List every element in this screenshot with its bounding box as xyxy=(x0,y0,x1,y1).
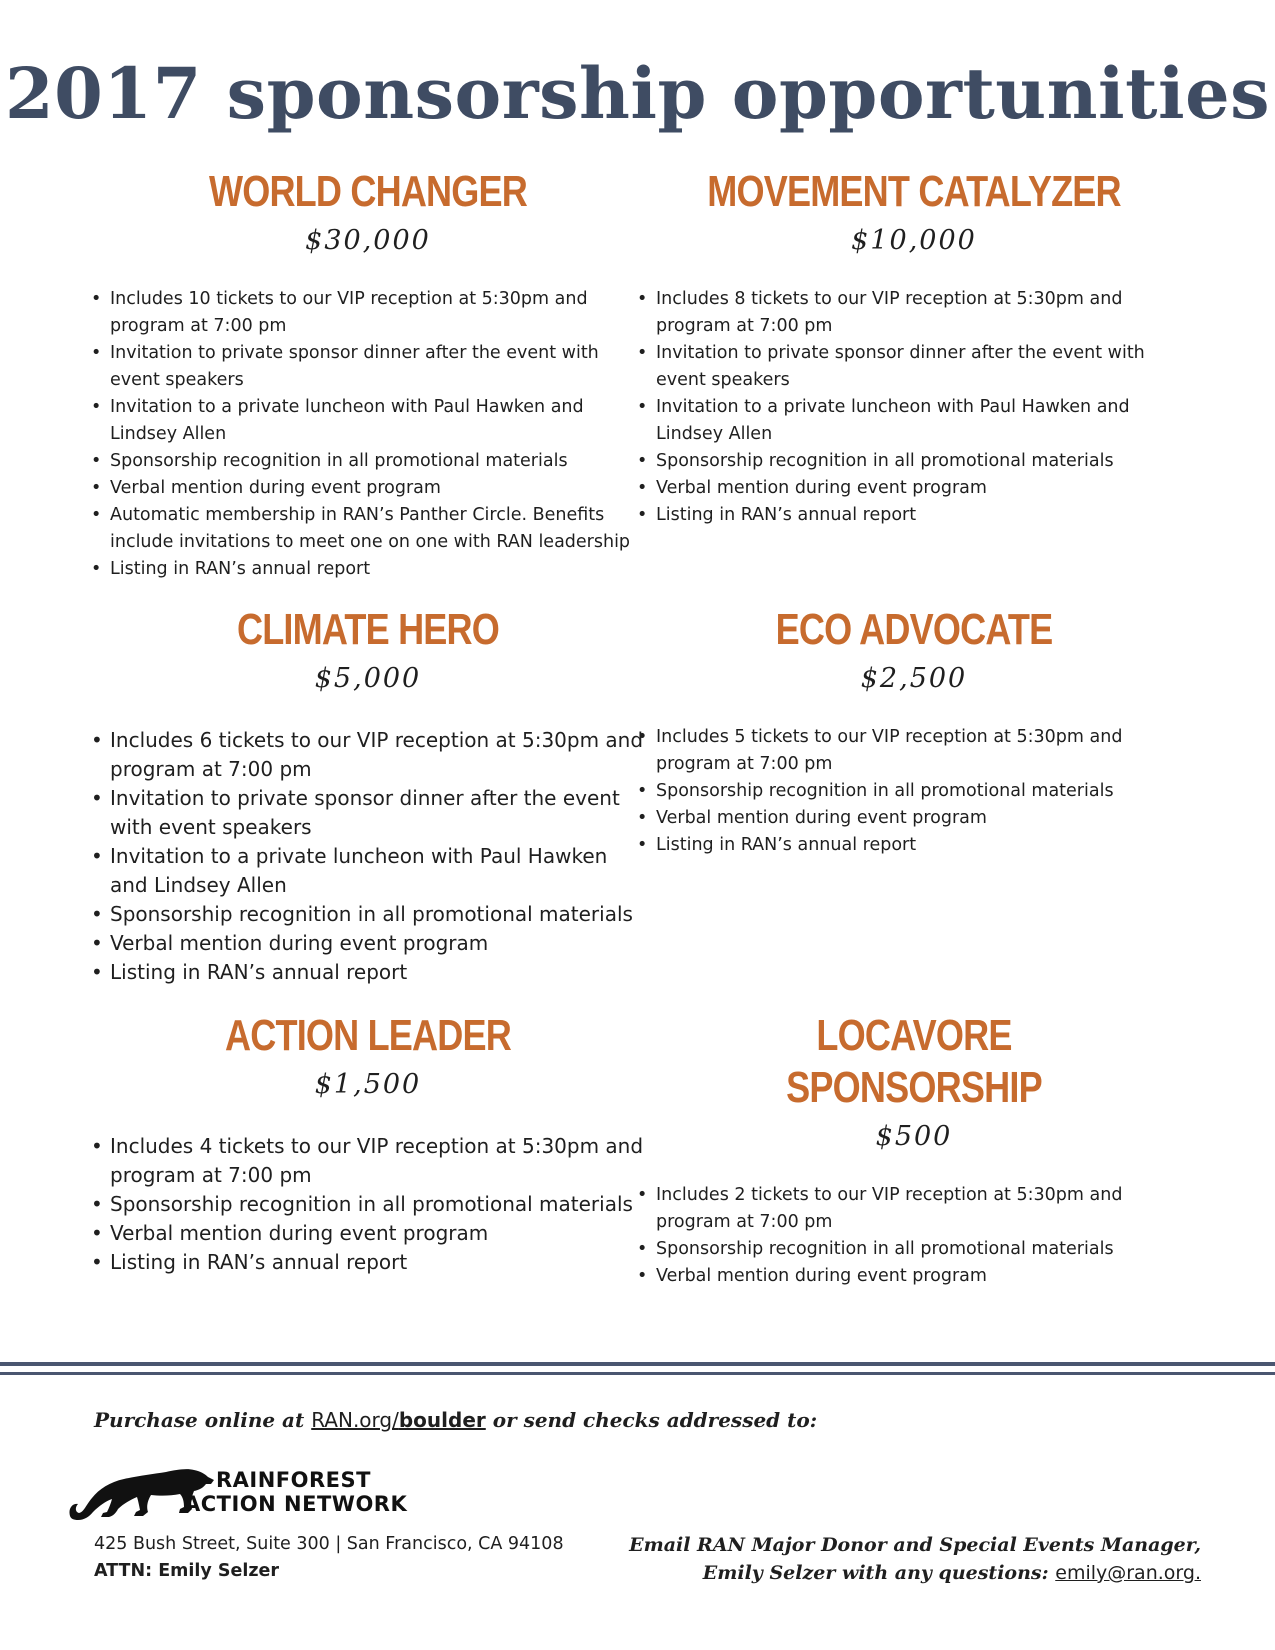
tier-world-changer xyxy=(88,166,648,583)
benefit-item: • Includes 5 tickets to our VIP reception at 5:30pm and program at 7:00 pm xyxy=(634,724,1194,778)
tier-name: CLIMATE HERO xyxy=(236,605,500,654)
benefit-item: • Listing in RAN’s annual report xyxy=(88,958,648,987)
footer-divider xyxy=(0,1362,1275,1366)
benefit-item: • Includes 6 tickets to our VIP reception at 5:30pm and program at 7:00 pm xyxy=(88,726,648,784)
purchase-link[interactable] xyxy=(311,1408,486,1432)
tier-price: $1,500 xyxy=(314,1069,422,1100)
purchase-link-path: boulder xyxy=(398,1408,486,1432)
page-title: 2017 sponsorship opportunities xyxy=(4,52,1271,135)
purchase-link-domain: RAN.org/ xyxy=(311,1408,399,1432)
benefit-item: • Invitation to a private luncheon with Paul Hawken and Lindsey Allen xyxy=(88,842,648,900)
benefit-item: • Verbal mention during event program xyxy=(88,475,648,502)
benefit-item: • Listing in RAN’s annual report xyxy=(88,556,648,583)
benefit-item: • Verbal mention during event program xyxy=(88,929,648,958)
tier-name: ACTION LEADER xyxy=(224,1011,512,1060)
benefit-item: • Includes 4 tickets to our VIP reception at 5:30pm and program at 7:00 pm xyxy=(88,1132,648,1190)
purchase-instructions xyxy=(94,1408,817,1432)
tier-eco-advocate xyxy=(634,604,1194,859)
benefit-item: • Sponsorship recognition in all promotional materials xyxy=(634,1236,1194,1263)
tier-movement-catalyzer xyxy=(634,166,1194,529)
benefit-list xyxy=(634,286,1194,529)
benefit-item: • Sponsorship recognition in all promotional materials xyxy=(88,448,648,475)
contact-info xyxy=(629,1531,1201,1587)
benefit-list xyxy=(88,726,648,987)
benefit-item: • Sponsorship recognition in all promotional materials xyxy=(634,448,1194,475)
benefit-item: • Verbal mention during event program xyxy=(634,1263,1194,1290)
benefit-item: • Listing in RAN’s annual report xyxy=(88,1248,648,1277)
benefit-list xyxy=(88,286,648,583)
benefit-item: • Invitation to private sponsor dinner after the event with event speakers xyxy=(88,784,648,842)
logo-text-line2: ACTION NETWORK xyxy=(184,1492,408,1516)
benefit-item: • Verbal mention during event program xyxy=(634,805,1194,832)
benefit-item: • Verbal mention during event program xyxy=(634,475,1194,502)
benefit-item: • Includes 10 tickets to our VIP reception at 5:30pm and program at 7:00 pm xyxy=(88,286,648,340)
tier-price: $500 xyxy=(875,1121,953,1152)
benefit-item: • Includes 8 tickets to our VIP reception at 5:30pm and program at 7:00 pm xyxy=(634,286,1194,340)
tier-name: WORLD CHANGER xyxy=(208,167,528,216)
tier-locavore-sponsorship xyxy=(634,1010,1194,1290)
benefit-item: • Invitation to a private luncheon with Paul Hawken and Lindsey Allen xyxy=(634,394,1194,448)
contact-line2-prefix: Emily Selzer with any questions: xyxy=(702,1562,1056,1584)
benefit-item: • Listing in RAN’s annual report xyxy=(634,832,1194,859)
benefit-item: • Invitation to private sponsor dinner after the event with event speakers xyxy=(634,340,1194,394)
tier-price: $30,000 xyxy=(305,225,431,256)
tier-name: ECO ADVOCATE xyxy=(775,605,1053,654)
contact-email-link[interactable]: emily@ran.org. xyxy=(1055,1562,1201,1584)
footer-divider xyxy=(0,1372,1275,1375)
benefit-list xyxy=(634,1182,1194,1290)
tier-price: $10,000 xyxy=(851,225,977,256)
tier-price: $5,000 xyxy=(314,663,422,694)
benefit-item: • Sponsorship recognition in all promotional materials xyxy=(634,778,1194,805)
tier-climate-hero xyxy=(88,604,648,987)
contact-line1: Email RAN Major Donor and Special Events Manager, xyxy=(629,1534,1201,1556)
benefit-item: • Includes 2 tickets to our VIP reception at 5:30pm and program at 7:00 pm xyxy=(634,1182,1194,1236)
benefit-item: • Verbal mention during event program xyxy=(88,1219,648,1248)
purchase-suffix: or send checks addressed to: xyxy=(485,1408,818,1432)
benefit-list xyxy=(88,1132,648,1277)
tier-action-leader xyxy=(88,1010,648,1277)
purchase-prefix: Purchase online at xyxy=(94,1408,312,1432)
mailing-address: 425 Bush Street, Suite 300 | San Francisco, CA 94108 xyxy=(94,1534,564,1554)
benefit-item: • Sponsorship recognition in all promotional materials xyxy=(88,1190,648,1219)
benefit-item: • Sponsorship recognition in all promotional materials xyxy=(88,900,648,929)
tier-price: $2,500 xyxy=(860,663,968,694)
contact-line2 xyxy=(629,1559,1201,1587)
benefit-item: • Invitation to a private luncheon with Paul Hawken and Lindsey Allen xyxy=(88,394,648,448)
tier-name: MOVEMENT CATALYZER xyxy=(707,167,1121,216)
ran-logo xyxy=(66,1462,411,1524)
attention-line: ATTN: Emily Selzer xyxy=(94,1561,280,1581)
benefit-item: • Automatic membership in RAN’s Panther Circle. Benefits include invitations to meet one on one with RAN leadership xyxy=(88,502,648,556)
logo-text-line1: RAINFOREST xyxy=(216,1468,371,1492)
benefit-item: • Invitation to private sponsor dinner after the event with event speakers xyxy=(88,340,648,394)
benefit-item: • Listing in RAN’s annual report xyxy=(634,502,1194,529)
benefit-list xyxy=(634,724,1194,859)
tier-name: LOCAVORE SPONSORSHIP xyxy=(786,1011,1042,1112)
